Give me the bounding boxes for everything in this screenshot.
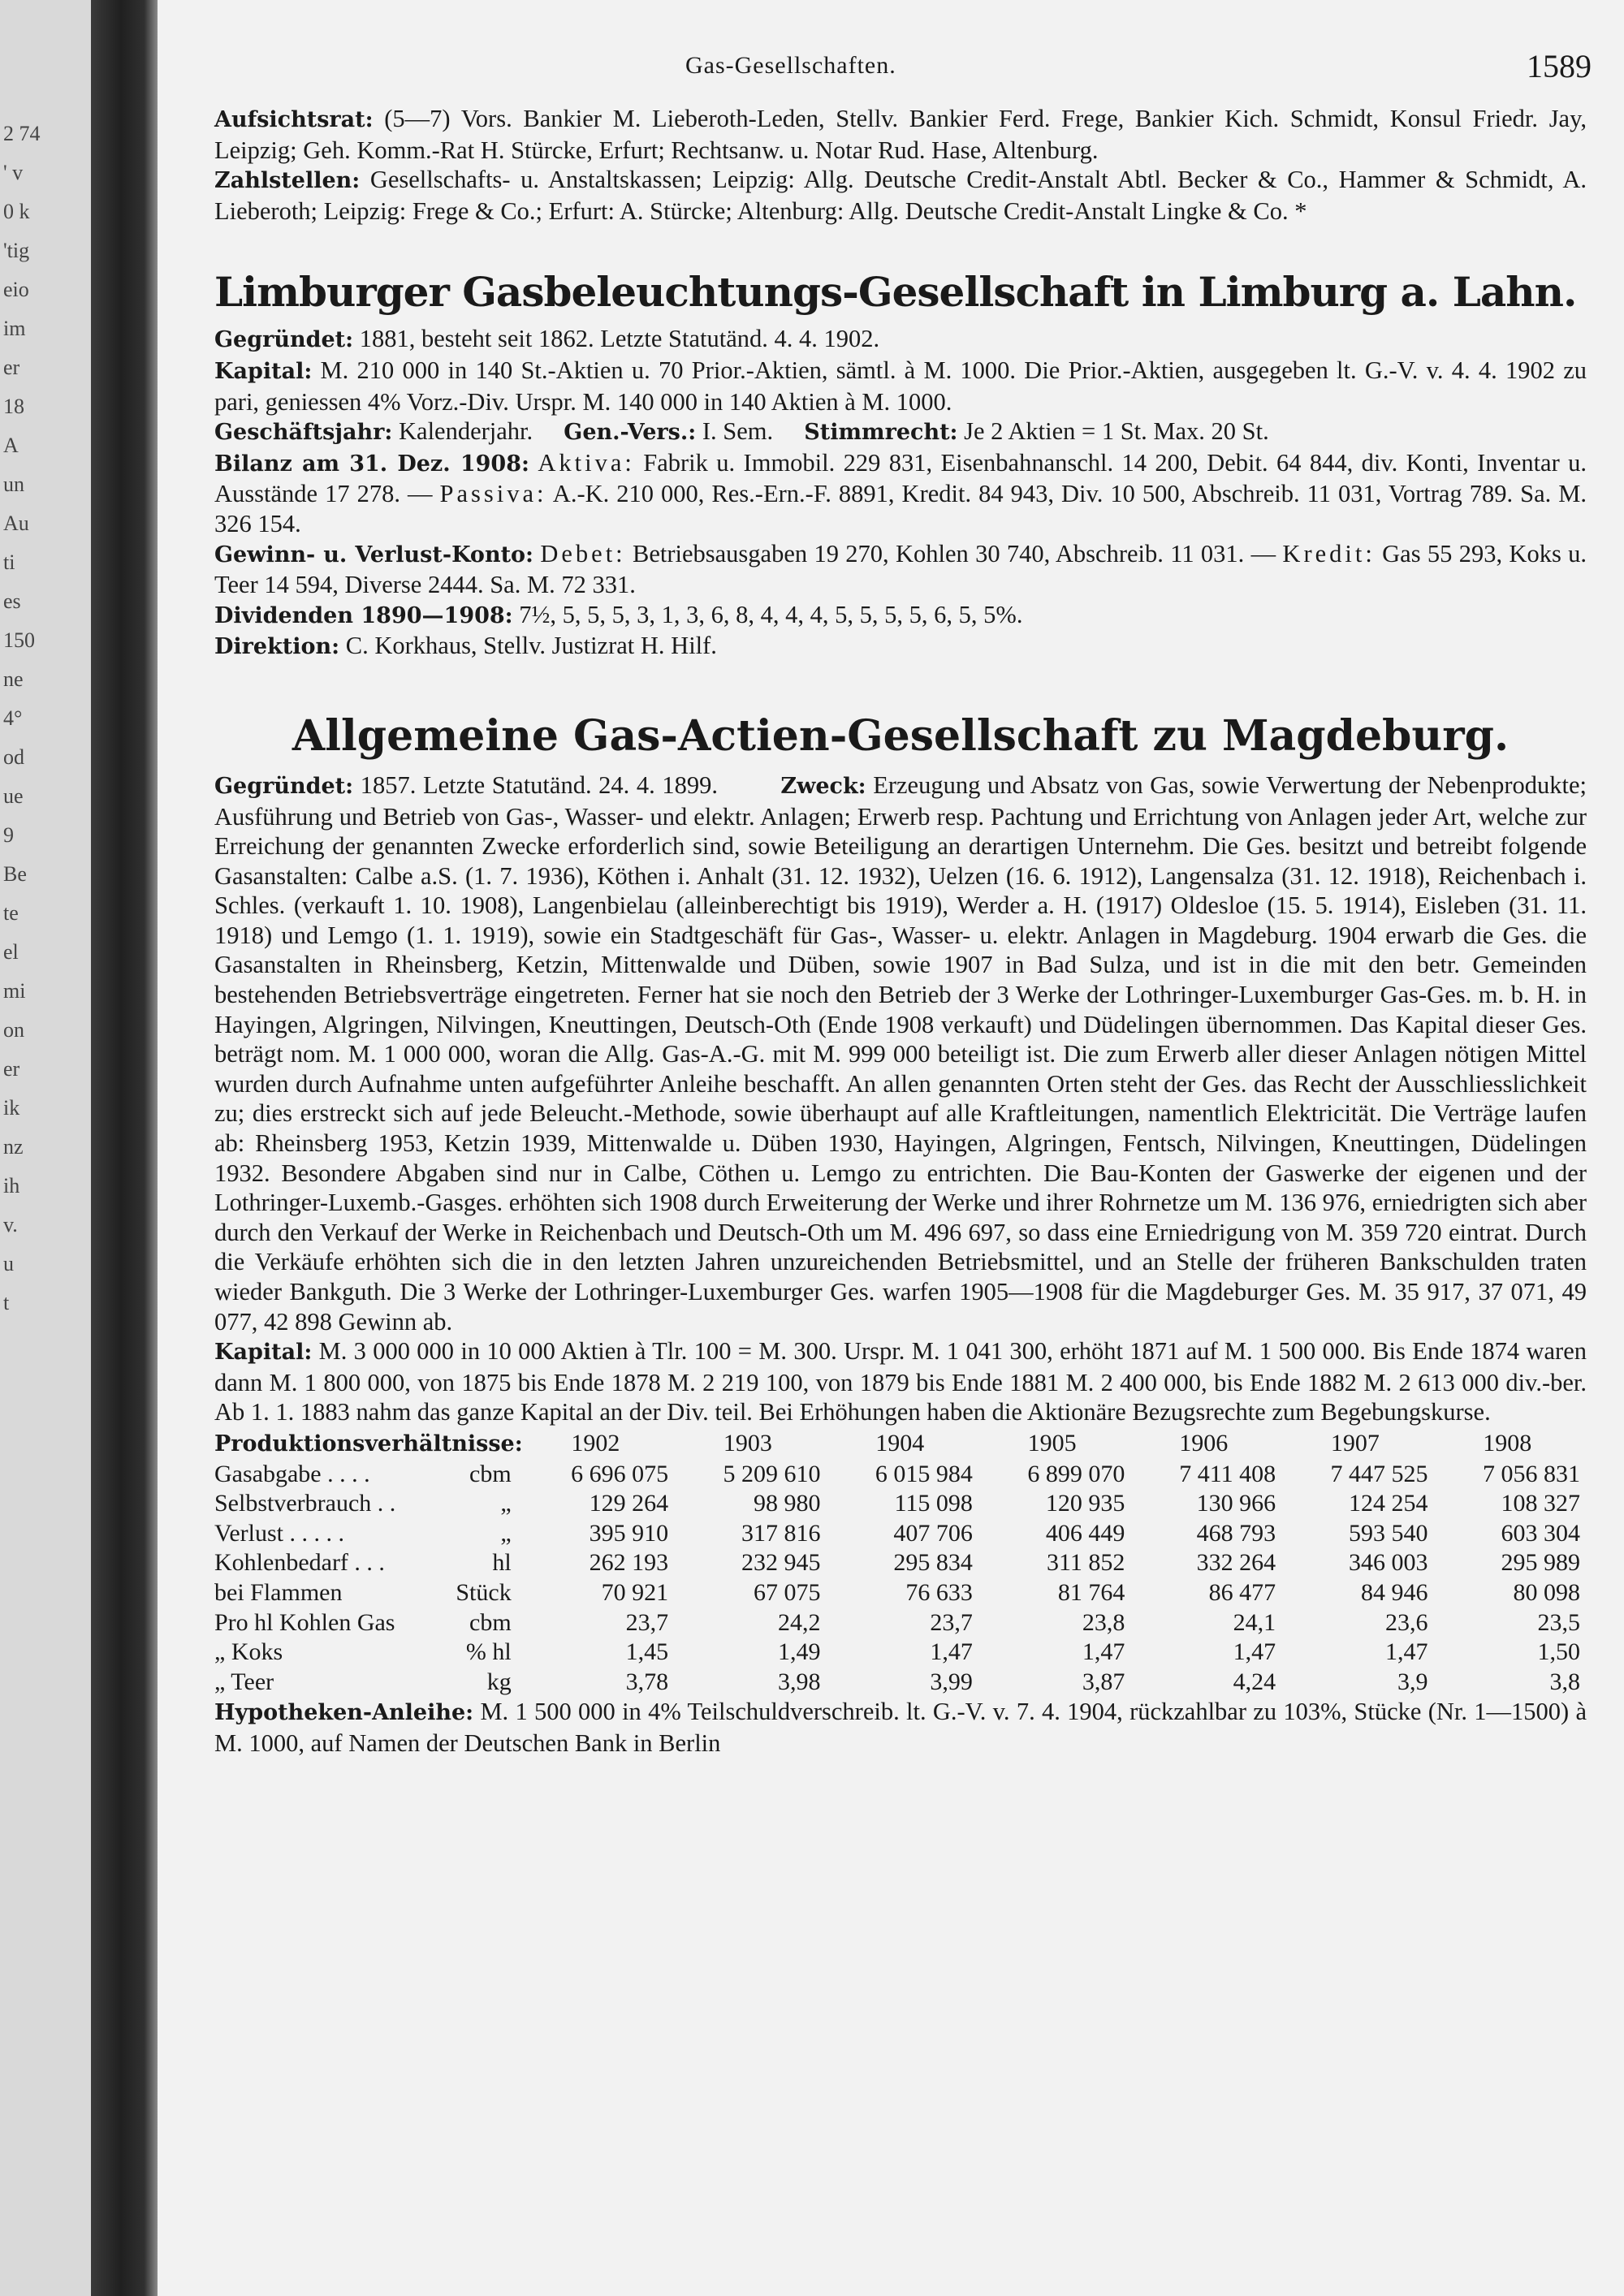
table-cell: 346 003 (1349, 1549, 1428, 1577)
row-label-cell (214, 1638, 523, 1668)
table-cell: 3,99 (930, 1668, 973, 1695)
table-row (214, 1668, 1587, 1698)
kapital-label: Kapital: (214, 358, 313, 384)
row-unit: „ (500, 1519, 512, 1547)
kapital-label: Kapital: (214, 1340, 313, 1366)
aktiva-text: Fabrik u. Immobil. 229 831, Eisenbahnanschl. 14 200, Debit. 64 844, div. Konti, Inventar u. Ausstände 17 278. — (214, 448, 1587, 508)
gewinn-verlust-label: Gewinn- u. Verlust-Konto: (214, 542, 534, 568)
zahlstellen-label: Zahlstellen: (214, 168, 361, 194)
row-label-cell (214, 1519, 523, 1549)
table-cell: 108 327 (1501, 1490, 1580, 1517)
book-binding-gutter (91, 0, 158, 2296)
table-cell: 120 935 (1045, 1490, 1125, 1517)
dividenden-text: 7½, 5, 5, 5, 3, 1, 3, 6, 8, 4, 4, 4, 5, 5, 5, 5, 6, 5, 5%. (519, 600, 1023, 628)
table-row (214, 1638, 1587, 1668)
table-cell: 262 193 (589, 1549, 669, 1577)
debet-text: Betriebsausgaben 19 270, Kohlen 30 740, Abschreib. 11 031. — (633, 539, 1276, 568)
margin-fragment: te (3, 901, 19, 925)
limburger-dividenden (214, 600, 1587, 632)
margin-fragment: ik (3, 1096, 20, 1120)
table-cell: 23,8 (1082, 1608, 1125, 1636)
table-cell: 24,2 (778, 1608, 821, 1636)
table-cell: 295 989 (1501, 1549, 1580, 1577)
table-cell: 3,9 (1397, 1668, 1428, 1695)
table-cell: 3,78 (625, 1668, 669, 1695)
debet-label: Debet: (540, 539, 626, 568)
limburger-gewinn-verlust (214, 539, 1587, 600)
row-label-cell (214, 1460, 523, 1490)
row-unit: % hl (465, 1638, 512, 1666)
table-cell: 332 264 (1196, 1549, 1276, 1577)
table-cell: 6 899 070 (1027, 1460, 1125, 1487)
table-cell: 395 910 (589, 1519, 669, 1547)
margin-fragment: 9 (3, 823, 14, 847)
row-label: Kohlenbedarf . . . (214, 1549, 385, 1577)
gegruendet-label: Gegründet: (214, 327, 354, 353)
margin-fragment: ti (3, 550, 15, 574)
hypotheken-text: M. 1 500 000 in 4% Teilschuldverschreib. lt. G.-V. v. 7. 4. 1904, rückzahlbar zu 103%, Stücke (Nr. 1—1500) à M. 1000, auf Namen der Deutschen Bank in Berlin (214, 1698, 1587, 1757)
table-cell: 130 966 (1196, 1490, 1276, 1517)
table-cell: 84 946 (1361, 1578, 1428, 1606)
row-label-cell (214, 1668, 523, 1698)
page-number: 1589 (1527, 48, 1592, 84)
table-cell: 6 015 984 (875, 1460, 973, 1487)
table-cell: 593 540 (1349, 1519, 1428, 1547)
row-label: „ Teer (214, 1668, 274, 1695)
row-label-cell (214, 1548, 523, 1578)
table-cell: 295 834 (893, 1549, 973, 1577)
table-cell: 86 477 (1208, 1578, 1276, 1606)
table-cell: 23,6 (1385, 1608, 1428, 1636)
table-cell: 4,24 (1233, 1668, 1276, 1695)
margin-fragment: t (3, 1291, 10, 1314)
margin-fragment: ' v (3, 161, 24, 184)
margin-fragment: er (3, 356, 20, 379)
table-cell: 468 793 (1196, 1519, 1276, 1547)
table-cell: 81 764 (1057, 1578, 1125, 1606)
table-cell: 1,50 (1537, 1638, 1580, 1666)
table-cell: 115 098 (894, 1490, 973, 1517)
table-cell: 406 449 (1045, 1519, 1125, 1547)
margin-fragment: on (3, 1018, 24, 1042)
margin-fragment: 2 74 (3, 122, 41, 145)
dividenden-label: Dividenden 1890—1908: (214, 602, 513, 628)
limburger-geschaeftsjahr (214, 416, 1587, 448)
table-cell: 407 706 (893, 1519, 973, 1547)
aufsichtsrat-paragraph (214, 104, 1587, 165)
margin-fragment: 4° (3, 706, 23, 730)
table-cell: 1,47 (1082, 1638, 1125, 1666)
production-label: Produktionsverhältnisse: (214, 1431, 523, 1457)
margin-fragment: im (3, 317, 26, 340)
row-unit: kg (486, 1668, 512, 1695)
hypotheken-label: Hypotheken-Anleihe: (214, 1700, 474, 1726)
page-content (214, 104, 1587, 1759)
table-cell: 98 980 (754, 1490, 821, 1517)
table-cell: 6 696 075 (571, 1460, 669, 1487)
magdeburg-hypotheken (214, 1697, 1587, 1758)
table-cell: 76 633 (905, 1578, 973, 1606)
gegruendet-text: 1881, besteht seit 1862. Letzte Statutänd. 4. 4. 1902. (359, 325, 880, 353)
genvers-text: I. Sem. (702, 417, 774, 446)
zweck-label: Zweck: (780, 773, 866, 799)
book-page (158, 0, 1624, 2296)
zweck-text: Erzeugung und Absatz von Gas, sowie Verwertung der Nebenprodukte; Ausführung und Betrieb von Gas-, Wasser- und elektr. Anlagen; Erwerb resp. Pachtung und Errichtung von Anlagen jeder Art, welche zur Erreichung der genannten Zwecke erforderlich sind, sowie Beteiligung an derartigen Unternehm. Die Ges. besitzt und betreibt folgende Gasanstalten: Calbe a.S. (1. 7. 1936), Köthen i. Anhalt (31. 12. 1932), Uelzen (16. 6. 1912), Langensalza (31. 12. 1918), Reichenbach i. Schles. (verkauft 1. 10. 1908), Langenbielau (alleinberechtigt bis 1919), Werder a. H. (1917) Oldesloe (15. 5. 1914), Eisleben (31. 11. 1918) und Lemgo (1. 1. 1919), sowie ein Stadtgeschäft für Gas-, Wasser- u. elektr. Anlagen in Magdeburg. 1904 erwarb die Ges. die Gasanstalten in Rheinsberg, Ketzin, Mittenwalde und Düben, sowie 1907 in Bad Sulza, und ist in die mit den betr. Gemeinden bestehenden Betriebsverträge eingetreten. Ferner hat sie noch den Betrieb der 3 Werke der Lothringer-Luxemburger Gas-Ges. m. b. H. in Hayingen, Algringen, Nilvingen, Kneuttingen, Deutsch-Oth (Ende 1908 verkauft) und Düdelingen übernommen. Das Kapital dieser Ges. beträgt nom. M. 1 000 000, woran die Allg. Gas-A.-G. mit M. 999 000 beteiligt ist. Die zum Erwerb aller dieser Anlagen nötigen Mittel wurden durch Aufnahme unten aufgeführter Anleihe beschafft. An allen genannten Orten steht der Ges. das Recht der Ausschliesslichkeit zu; dies erstreckt sich auf jede Beleucht.-Methode, sowie überhaupt auf alle Kraftleitungen, namentlich Elektricität. Die Verträge laufen ab: Rheinsberg 1953, Ketzin 1939, Mittenwalde u. Düben 1930, Hayingen, Algringen, Fentsch, Nilvingen, Kneuttingen, Düdelingen 1932. Besondere Abgaben sind nur in Calbe, Cöthen u. Lemgo zu entrichten. Die Bau-Konten der Gaswerke der eigenen und der Lothringer-Luxemb.-Gasges. erhöhten sich 1908 durch Erweiterung der Werke und ihrer Rohrnetze um M. 136 976, erniedrigten sich aber durch den Verkauf der Werke in Reichenbach und Deutsch-Oth um M. 496 697, so dass eine Erniedrigung von M. 359 720 eintrat. Durch die Verkäufe erhöhten sich die in den letzten Jahren unzureichenden Betriebsmittel, und an Stelle der früheren Bankschulden traten wieder Bankguth. Die 3 Werke der Lothringer-Luxemburger Ges. warfen 1905—1908 für die Magdeburger Ges. M. 35 917, 37 071, 49 077, 42 898 Gewinn ab. (214, 770, 1587, 1336)
year-header-cell: 1907 (1330, 1430, 1380, 1457)
row-label: „ Koks (214, 1638, 283, 1666)
table-cell: 124 254 (1349, 1490, 1428, 1517)
row-unit: cbm (469, 1460, 512, 1487)
table-cell: 3,8 (1549, 1668, 1580, 1695)
margin-fragment: 18 (3, 395, 24, 418)
table-row (214, 1519, 1587, 1549)
limburger-company-title: Limburger Gasbeleuchtungs-Gesellschaft in Limburg a. Lahn. (214, 268, 1577, 317)
row-unit: cbm (469, 1608, 512, 1636)
table-cell: 603 304 (1501, 1519, 1580, 1547)
stimmrecht-text: Je 2 Aktien = 1 St. Max. 20 St. (964, 417, 1269, 446)
table-cell: 7 411 408 (1179, 1460, 1276, 1487)
gegruendet-text: 1857. Letzte Statutänd. 24. 4. 1899. (360, 770, 718, 799)
running-title: Gas-Gesellschaften. (685, 52, 896, 79)
kapital-text: M. 3 000 000 in 10 000 Aktien à Tlr. 100 = M. 300. Urspr. M. 1 041 300, erhöht 1871 auf M. 1 500 000. Bis Ende 1874 waren dann M. 1 800 000, von 1875 bis Ende 1878 M. 2 219 100, von 1879 bis Ende 1881 M. 2 400 000, bis Ende 1882 M. 2 613 000 div.-ber. Ab 1. 1. 1883 nahm das ganze Kapital an der Div. teil. Bei Erhöhungen haben die Aktionäre Bezugsrechte zum Begebungskurse. (214, 1337, 1587, 1426)
margin-fragment: 150 (3, 628, 35, 652)
passiva-text: A.-K. 210 000, Res.-Ern.-F. 8891, Kredit. 84 943, Div. 10 500, Abschreib. 11 031, Vortrag 789. Sa. M. 326 154. (214, 480, 1587, 537)
margin-fragment: ue (3, 784, 24, 808)
table-cell: 1,45 (625, 1638, 669, 1666)
table-cell: 70 921 (601, 1578, 669, 1606)
year-header-cell: 1908 (1483, 1430, 1532, 1457)
production-header-row (214, 1429, 1587, 1460)
aufsichtsrat-text: (5—7) Vors. Bankier M. Lieberoth-Leden, Stellv. Bankier Ferd. Frege, Bankier Kich. Schmidt, Konsul Friedr. Jay, Leipzig; Geh. Komm.-Rat H. Stürcke, Erfurt; Rechtsanw. u. Notar Rud. Hase, Altenburg. (214, 105, 1587, 164)
table-row (214, 1578, 1587, 1608)
table-cell: 3,87 (1082, 1668, 1125, 1695)
margin-fragment: Be (3, 862, 27, 886)
table-cell: 23,5 (1537, 1608, 1580, 1636)
left-margin-adjacent-page (0, 0, 91, 2296)
table-row (214, 1489, 1587, 1519)
table-cell: 7 447 525 (1330, 1460, 1428, 1487)
margin-fragment: eio (3, 278, 29, 301)
limburger-direktion (214, 631, 1587, 662)
table-cell: 1,47 (930, 1638, 973, 1666)
table-row (214, 1460, 1587, 1490)
aktiva-label: Aktiva: (538, 448, 635, 477)
margin-fragment: v. (3, 1213, 18, 1236)
table-cell: 1,47 (1233, 1638, 1276, 1666)
row-unit: Stück (456, 1578, 512, 1606)
table-cell: 23,7 (625, 1608, 669, 1636)
production-label-cell (214, 1429, 523, 1460)
table-cell: 1,49 (778, 1638, 821, 1666)
table-cell: 7 056 831 (1483, 1460, 1580, 1487)
margin-fragment: 0 k (3, 200, 30, 223)
row-label-cell (214, 1578, 523, 1608)
kredit-label: Kredit: (1282, 539, 1376, 568)
kredit-text: Gas 55 293, Koks u. Teer 14 594, Diverse 2444. Sa. M. 72 331. (214, 539, 1587, 599)
margin-fragment: un (3, 473, 24, 496)
year-header-cell: 1906 (1179, 1430, 1229, 1457)
table-cell: 80 098 (1513, 1578, 1580, 1606)
table-cell: 317 816 (741, 1519, 821, 1547)
margin-fragment: nz (3, 1135, 24, 1159)
table-row (214, 1608, 1587, 1638)
table-cell: 1,47 (1385, 1638, 1428, 1666)
magdeburg-kapital (214, 1336, 1587, 1427)
row-label: Selbstverbrauch . . (214, 1490, 396, 1517)
stimmrecht-label: Stimmrecht: (804, 420, 958, 446)
row-unit: „ (500, 1490, 512, 1517)
row-label: Pro hl Kohlen Gas (214, 1608, 395, 1636)
magdeburg-company-title: Allgemeine Gas-Actien-Gesellschaft zu Magdeburg. (292, 710, 1510, 761)
kapital-text: M. 210 000 in 140 St.-Aktien u. 70 Prior.-Aktien, sämtl. à M. 1000. Die Prior.-Aktien, ausgegeben lt. G.-V. v. 4. 4. 1902 zu pari, geniessen 4% Vorz.-Div. Urspr. M. 140 000 in 140 Aktien à M. 1000. (214, 356, 1587, 416)
magdeburg-gegruendet-zweck (214, 770, 1587, 1336)
limburger-bilanz (214, 448, 1587, 539)
margin-fragment: Au (3, 511, 29, 535)
margin-fragment: ih (3, 1174, 20, 1198)
table-cell: 67 075 (754, 1578, 821, 1606)
year-header-cell: 1904 (875, 1430, 925, 1457)
margin-fragment: er (3, 1057, 20, 1081)
limburger-gegruendet (214, 324, 1587, 356)
production-table (214, 1429, 1587, 1697)
table-cell: 232 945 (741, 1549, 821, 1577)
aufsichtsrat-label: Aufsichtsrat: (214, 107, 374, 132)
table-row (214, 1548, 1587, 1578)
row-label: Verlust . . . . . (214, 1519, 344, 1547)
row-label-cell (214, 1489, 523, 1519)
row-label-cell (214, 1608, 523, 1638)
table-cell: 129 264 (589, 1490, 669, 1517)
margin-fragment: 'tig (3, 239, 30, 262)
table-cell: 24,1 (1233, 1608, 1276, 1636)
bilanz-label: Bilanz am 31. Dez. 1908: (214, 451, 529, 477)
geschaeftsjahr-text: Kalenderjahr. (399, 417, 533, 446)
row-label: bei Flammen (214, 1578, 343, 1606)
margin-fragment: mi (3, 979, 26, 1003)
margin-fragment: A (3, 434, 19, 457)
margin-fragment: od (3, 745, 24, 769)
production-table-body (214, 1429, 1587, 1697)
direktion-label: Direktion: (214, 634, 340, 660)
gegruendet-label: Gegründet: (214, 773, 354, 799)
table-cell: 23,7 (930, 1608, 973, 1636)
limburger-kapital (214, 356, 1587, 416)
year-header-cell: 1903 (723, 1430, 772, 1457)
margin-fragment: ne (3, 667, 24, 691)
year-header-cell: 1905 (1027, 1430, 1077, 1457)
margin-fragment: el (3, 940, 19, 964)
direktion-text: C. Korkhaus, Stellv. Justizrat H. Hilf. (345, 632, 717, 660)
table-cell: 311 852 (1046, 1549, 1125, 1577)
passiva-label: Passiva: (439, 480, 547, 508)
year-header-cell: 1902 (571, 1430, 620, 1457)
row-unit: hl (492, 1549, 512, 1577)
table-cell: 3,98 (778, 1668, 821, 1695)
zahlstellen-paragraph (214, 165, 1587, 226)
geschaeftsjahr-label: Geschäftsjahr: (214, 420, 393, 446)
row-label: Gasabgabe . . . . (214, 1460, 370, 1487)
zahlstellen-text: Gesellschafts- u. Anstaltskassen; Leipzig: Allg. Deutsche Credit-Anstalt Abtl. Becker & Co., Hammer & Schmidt, A. Lieberoth; Leipzig: Frege & Co.; Erfurt: A. Stürcke; Altenburg: Allg. Deutsche Credit-Anstalt Lingke & Co. * (214, 166, 1587, 225)
margin-fragment: es (3, 589, 21, 613)
genvers-label: Gen.-Vers.: (564, 420, 697, 446)
margin-fragment: u (3, 1252, 14, 1275)
table-cell: 5 209 610 (723, 1460, 821, 1487)
